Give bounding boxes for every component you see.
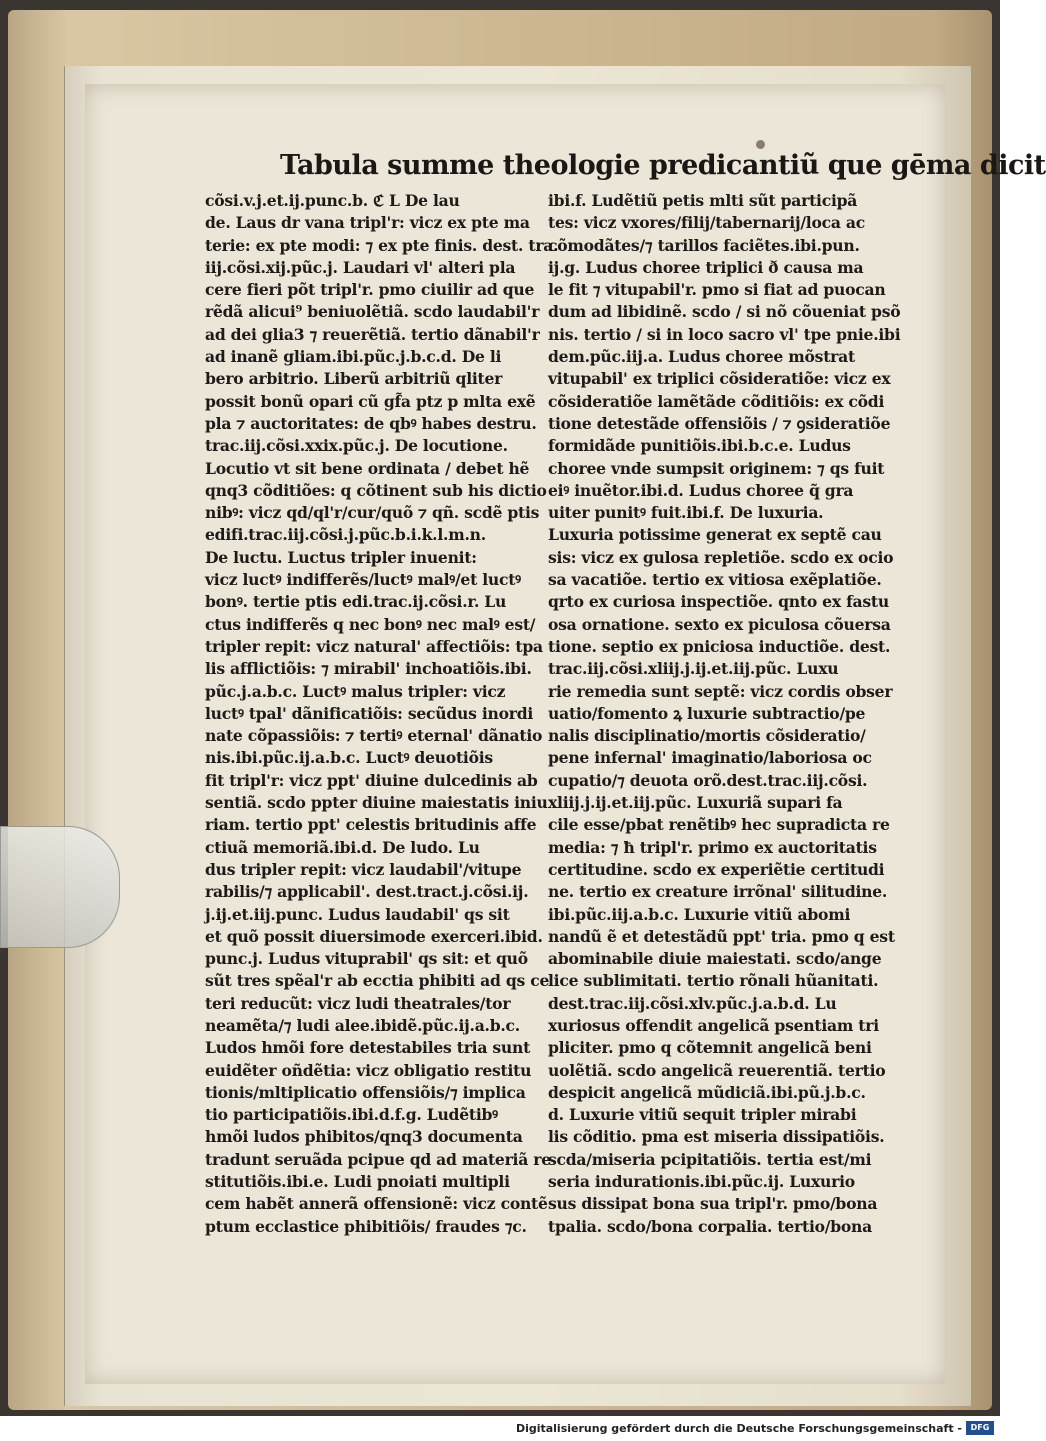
text-line: dum ad libidinẽ. scdo / si nõ cõueniat psõ — [548, 302, 901, 322]
text-line: rẽdã alicui⁹ beniuolẽtiã. scdo laudabil'r — [205, 302, 540, 322]
text-line: hmõi ludos phibitos/qnq3 documenta — [205, 1127, 523, 1147]
text-line: riam. tertio ppt' celestis britudinis affe — [205, 815, 537, 835]
text-line: uiter punitꝰ fuit.ibi.f. De luxuria. — [548, 503, 824, 523]
text-line: possit bonũ opari cũ gf̃a ptz p mlta exẽ — [205, 391, 536, 411]
text-line: cõmodãtes/⁊ tarillos faciẽtes.ibi.pun. — [548, 235, 860, 255]
text-line: stitutiõis.ibi.e. Ludi pnoiati multipli — [205, 1172, 510, 1192]
text-line: lis afflictiõis: ⁊ mirabil' inchoatiõis.ibi. — [205, 659, 532, 679]
text-line: tione detestãde offensiõis / ⁊ ꝯsideratiõe — [548, 413, 891, 433]
text-line: lis cõditio. pma est miseria dissipatiõis. — [548, 1127, 885, 1147]
text-line: terie: ex pte modi: ⁊ ex pte finis. dest. tra. — [205, 235, 559, 255]
text-line: osa ornatione. sexto ex piculosa cõuersa — [548, 614, 891, 634]
text-line: uatio/fomento ꝝ luxurie subtractio/pe — [548, 703, 866, 723]
text-line: dem.pũc.iij.a. Ludus choree mõstrat — [548, 347, 855, 367]
text-line: tes: vicz vxores/filij/tabernarij/loca ac — [548, 213, 866, 233]
page-header: Tabula summe theologie predicantiũ que gēma dicit — [280, 150, 1046, 181]
text-line: teri reducũt: vicz ludi theatrales/tor — [205, 993, 511, 1013]
left-text-column — [205, 190, 560, 1238]
text-line: ctus indifferẽs q nec bonꝰ nec malꝰ est/ — [205, 614, 536, 634]
text-line: sa vacatiõe. tertio ex vitiosa exẽplatiõe. — [548, 570, 882, 590]
text-line: pũc.j.a.b.c. Luctꝰ malus tripler: vicz — [205, 681, 506, 701]
text-line: nis.ibi.pũc.ij.a.b.c. Luctꝰ deuotiõis — [205, 748, 493, 768]
text-line: ne. tertio ex creature irrõnal' silitudine. — [548, 882, 888, 902]
plastic-clip — [0, 826, 120, 948]
text-line: ibi.pũc.iij.a.b.c. Luxurie vitiũ abomi — [548, 904, 851, 924]
text-line: cere fieri põt tripl'r. pmo ciuilir ad que — [205, 280, 535, 300]
text-line: nibꝰ: vicz qd/ql'r/cur/quõ ⁊ qñ. scdẽ ptis — [205, 503, 540, 523]
text-line: De luctu. Luctus tripler inuenit: — [205, 547, 477, 567]
text-line: cupatio/⁊ deuota orõ.dest.trac.iij.cõsi. — [548, 770, 868, 790]
text-line: nis. tertio / si in loco sacro vl' tpe pnie.ibi — [548, 324, 901, 344]
text-line: tripler repit: vicz natural' affectiõis: tpa — [205, 636, 543, 656]
footer-credit: Digitalisierung gefördert durch die Deutsche Forschungsgemeinschaft - — [515, 1422, 962, 1435]
text-line: tione. septio ex pniciosa inductiõe. dest. — [548, 636, 891, 656]
text-line: rabilis/⁊ applicabil'. dest.tract.j.cõsi.ij. — [205, 882, 529, 902]
text-line: d. Luxurie vitiũ sequit tripler mirabi — [548, 1105, 857, 1125]
text-line: choree vnde sumpsit originem: ⁊ qs fuit — [548, 458, 885, 478]
text-line: despicit angelicã mũdiciã.ibi.pũ.j.b.c. — [548, 1082, 866, 1102]
text-line: de. Laus dr vana tripl'r: vicz ex pte ma — [205, 213, 530, 233]
text-line: euidẽter oñdẽtia: vicz obligatio restitu — [205, 1060, 532, 1080]
text-line: trac.iij.cõsi.xliij.j.ij.et.iij.pũc. Luxu — [548, 659, 839, 679]
footer-bar — [0, 1416, 1000, 1441]
text-line: neamẽta/⁊ ludi alee.ibidẽ.pũc.ij.a.b.c. — [205, 1015, 520, 1035]
text-line: abominabile diuie maiestati. scdo/ange — [548, 949, 882, 969]
text-line: xliij.j.ij.et.iij.pũc. Luxuriã supari fa — [548, 793, 843, 813]
text-line: cile esse/pbat renẽtibꝰ hec supradicta re — [548, 815, 890, 835]
text-line: seria indurationis.ibi.pũc.ij. Luxurio — [548, 1172, 855, 1192]
text-line: pene infernal' imaginatio/laboriosa oc — [548, 748, 872, 768]
text-line: tpalia. scdo/bona corpalia. tertio/bona — [548, 1216, 872, 1236]
text-line: cem habẽt annerã offensionẽ: vicz contẽ — [205, 1194, 548, 1214]
text-line: xuriosus offendit angelicã psentiam tri — [548, 1015, 879, 1035]
text-line: nandũ ẽ et detestãdũ ppt' tria. pmo q est — [548, 926, 895, 946]
text-line: sis: vicz ex gulosa repletiõe. scdo ex ocio — [548, 547, 894, 567]
text-line: ij.g. Ludus choree triplici ð causa ma — [548, 257, 864, 277]
text-line: vitupabil' ex triplici cõsideratiõe: vicz ex — [548, 369, 891, 389]
text-line: sũt tres spẽal'r ab ecctia phibiti ad qs ce — [205, 971, 550, 991]
dfg-logo: DFG — [966, 1421, 994, 1435]
text-line: sus dissipat bona sua tripl'r. pmo/bona — [548, 1194, 878, 1214]
text-line: pliciter. pmo q cõtemnit angelicã beni — [548, 1038, 872, 1058]
text-line: tradunt seruãda pcipue qd ad materiã re — [205, 1149, 551, 1169]
text-line: ptum ecclastice phibitiõis/ fraudes ⁊c. — [205, 1216, 527, 1236]
text-line: pla ⁊ auctoritates: de qbꝰ habes destru. — [205, 413, 537, 433]
text-line: le fit ⁊ vitupabil'r. pmo si fiat ad puocan — [548, 280, 886, 300]
text-line: ctiuã memoriã.ibi.d. De ludo. Lu — [205, 837, 480, 857]
text-line: ibi.f. Ludẽtiũ petis mlti sũt participã — [548, 191, 858, 210]
text-line: ad dei glia3 ⁊ reuerẽtiã. tertio dãnabil'r — [205, 324, 540, 344]
text-line: scda/miseria pcipitatiõis. tertia est/mi — [548, 1149, 872, 1169]
text-line: qrto ex curiosa inspectiõe. qnto ex fastu — [548, 592, 889, 612]
text-line: nate cõpassiõis: ⁊ tertiꝰ eternal' dãnatio — [205, 726, 543, 746]
right-text-column — [548, 190, 903, 1238]
text-line: luctꝰ tpal' dãnificatiõis: secũdus inordi — [205, 703, 534, 723]
text-line: nalis disciplinatio/mortis cõsideratio/ — [548, 726, 866, 746]
text-line: tionis/mltiplicatio offensiõis/⁊ implica — [205, 1082, 526, 1102]
text-line: qnq3 cõditiões: q cõtinent sub his dictio — [205, 480, 547, 500]
ink-spot — [756, 140, 765, 149]
text-line: trac.iij.cõsi.xxix.pũc.j. De locutione. — [205, 436, 508, 456]
text-line: lice sublimitati. tertio rõnali hũanitati. — [548, 971, 879, 991]
text-line: uolẽtiã. scdo angelicã reuerentiã. tertio — [548, 1060, 886, 1080]
text-line: fit tripl'r: vicz ppt' diuine dulcedinis ab — [205, 770, 538, 790]
text-line: rie remedia sunt septẽ: vicz cordis obser — [548, 681, 893, 701]
text-line: tio participatiõis.ibi.d.f.g. Ludẽtibꝰ — [205, 1105, 498, 1125]
text-line: edifi.trac.iij.cõsi.j.pũc.b.i.k.l.m.n. — [205, 525, 486, 545]
text-line: dest.trac.iij.cõsi.xlv.pũc.j.a.b.d. Lu — [548, 993, 837, 1013]
text-line: et quõ possit diuersimode exerceri.ibid. — [205, 926, 543, 946]
text-line: iij.cõsi.xij.pũc.j. Laudari vl' alteri pla — [205, 257, 516, 277]
text-line: eiꝰ inuẽtor.ibi.d. Ludus choree q̃ gra — [548, 480, 854, 500]
text-line: j.ij.et.iij.punc. Ludus laudabil' qs sit — [205, 904, 510, 924]
text-line: formidãde punitiõis.ibi.b.c.e. Ludus — [548, 436, 851, 456]
text-line: bero arbitrio. Liberũ arbitriũ qliter — [205, 369, 503, 389]
text-line: certitudine. scdo ex experiẽtie certitudi — [548, 859, 885, 879]
text-line: dus tripler repit: vicz laudabil'/vitupe — [205, 859, 522, 879]
text-line: Ludos hmõi fore detestabiles tria sunt — [205, 1038, 531, 1058]
text-line: Luxuria potissime generat ex septẽ cau — [548, 525, 882, 545]
text-line: vicz luctꝰ indifferẽs/luctꝰ malꝰ/et luctꝰ — [205, 570, 521, 590]
text-line: sentiã. scdo ppter diuine maiestatis iniu — [205, 793, 548, 813]
text-line: ad inanẽ gliam.ibi.pũc.j.b.c.d. De li — [205, 347, 502, 367]
text-line: media: ⁊ ħ tripl'r. primo ex auctoritatis — [548, 837, 877, 857]
text-line: Locutio vt sit bene ordinata / debet hẽ — [205, 458, 530, 478]
text-line: bonꝰ. tertie ptis edi.trac.ij.cõsi.r. Lu — [205, 592, 507, 612]
text-line: cõsideratiõe lamẽtãde cõditiõis: ex cõdi — [548, 391, 885, 411]
text-line: punc.j. Ludus vituprabil' qs sit: et quõ — [205, 949, 528, 969]
text-line: cõsi.v.j.et.ij.punc.b. ℭ L De lau — [205, 191, 460, 210]
